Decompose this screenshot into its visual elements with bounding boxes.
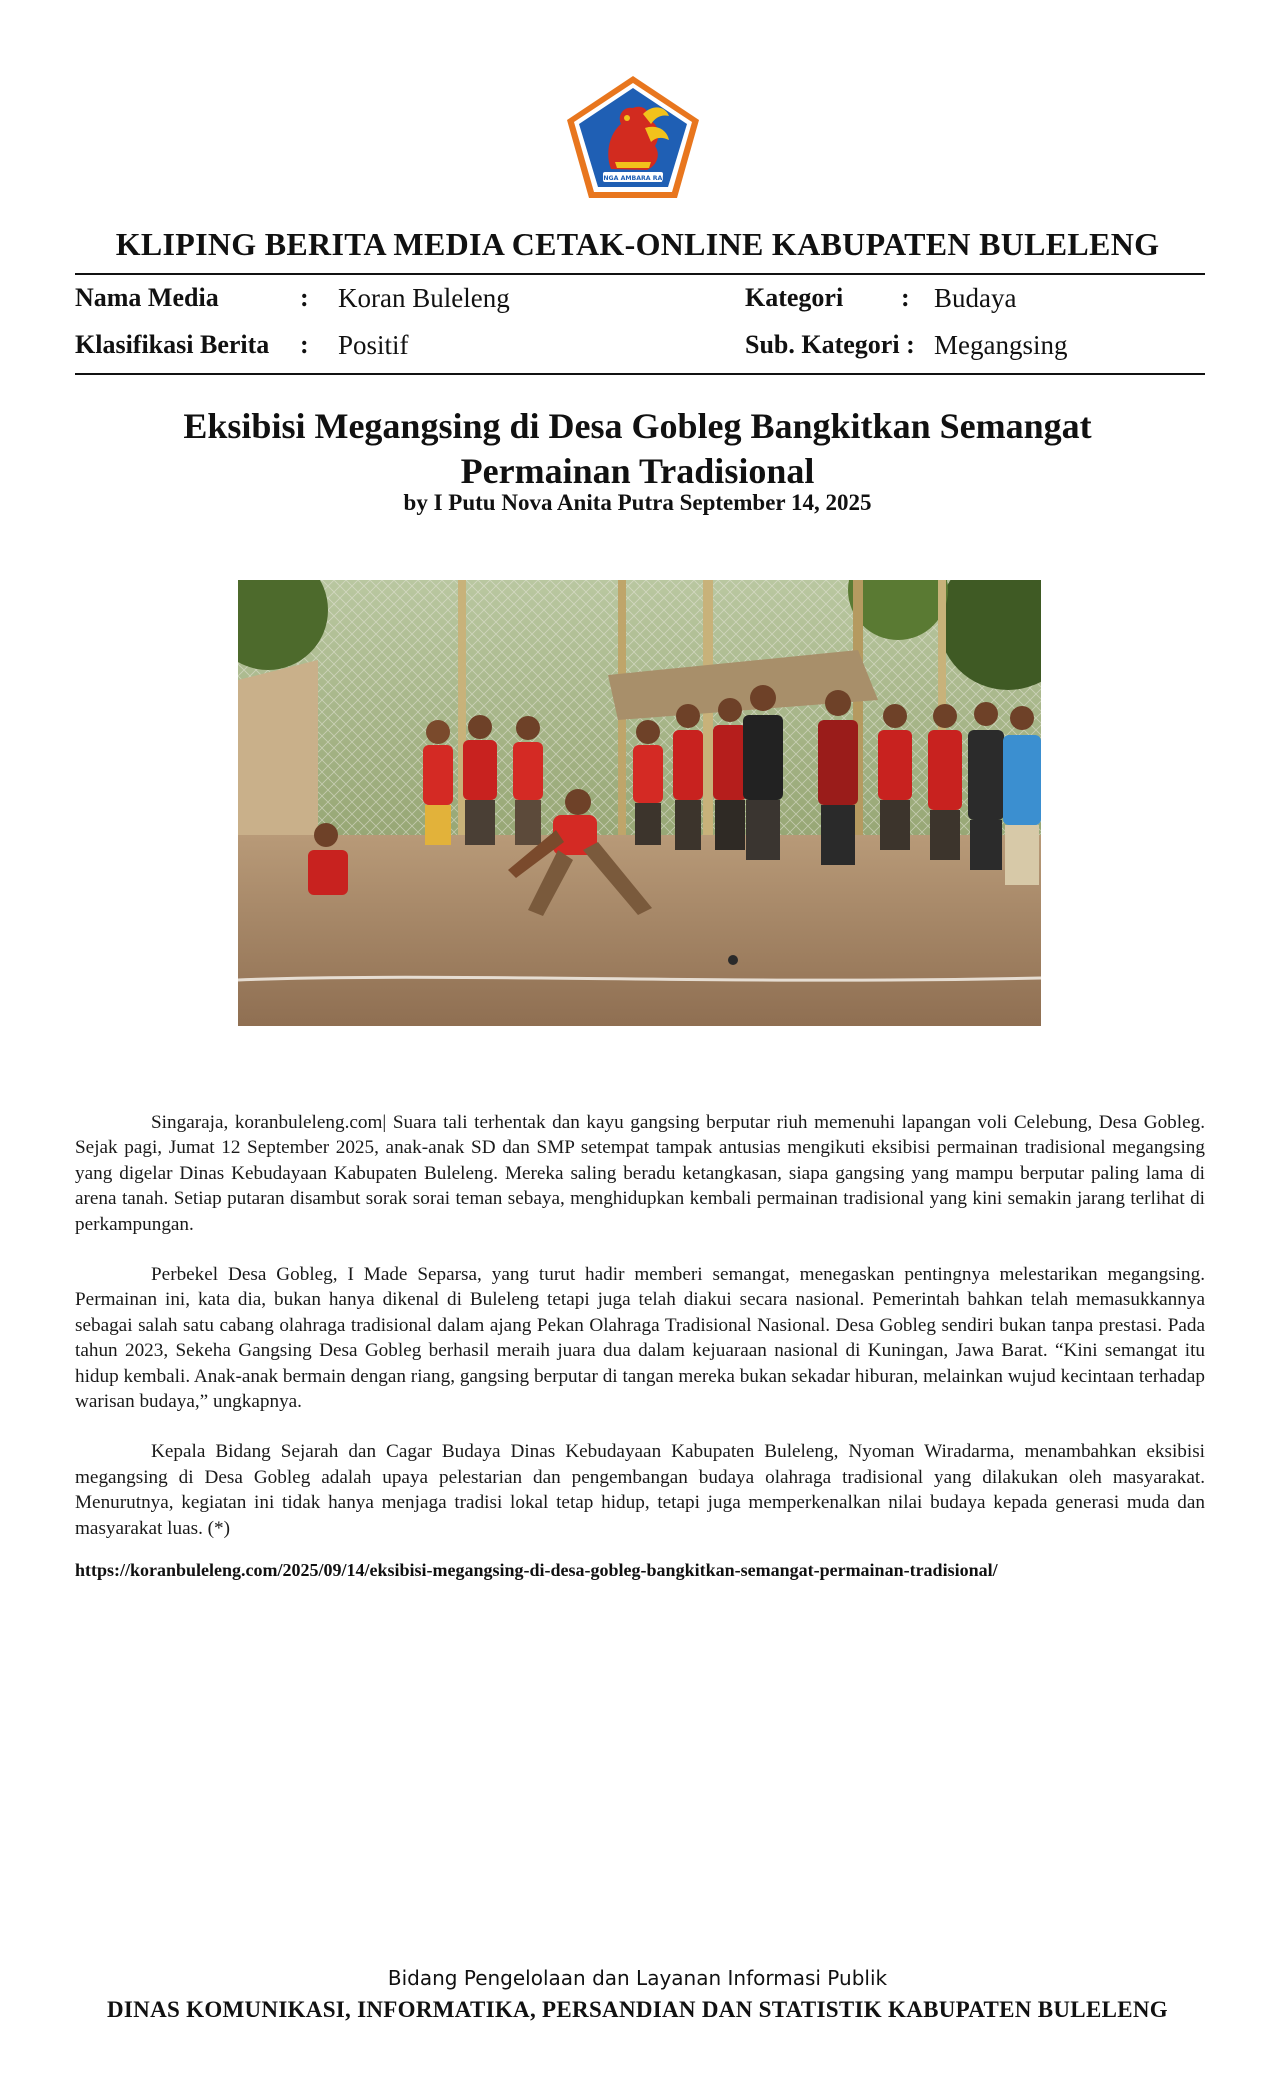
article-paragraph-3: Kepala Bidang Sejarah dan Cagar Budaya Dinas Kebudayaan Kabupaten Buleleng, Nyoman Wiradarma, menambahkan eksibisi megangsing di Desa Gobleg adalah upaya pelestarian dan pengembangan budaya olahraga tradisional yang dilakukan oleh masyarakat. Menurutnya, kegiatan ini tidak hanya menjaga tradisi lokal tetap hidup, tetapi juga memperkenalkan nilai budaya kepada generasi muda dan masyarakat luas. (*) bbox=[75, 1441, 1205, 1539]
singa-ambara-raja-emblem-icon bbox=[565, 74, 701, 200]
article-byline: by I Putu Nova Anita Putra September 14, 2025 bbox=[403, 490, 872, 515]
header-top-divider bbox=[75, 273, 1205, 275]
kategori-label: Kategori bbox=[745, 283, 844, 312]
megangsing-event-photo-icon bbox=[238, 580, 1041, 1026]
nama-media-value: Koran Buleleng bbox=[338, 283, 510, 313]
sub-kategori-label: Sub. Kategori : bbox=[745, 330, 915, 359]
nama-media-colon: : bbox=[300, 283, 309, 312]
footer-department: Bidang Pengelolaan dan Layanan Informasi Publik bbox=[387, 1966, 888, 1990]
article-photo bbox=[238, 580, 1041, 1026]
article-body bbox=[75, 1110, 1205, 1566]
article-paragraph-1: Singaraja, koranbuleleng.com| Suara tali terhentak dan kayu gangsing berputar riuh memenuhi lapangan voli Celebung, Desa Gobleg. Sejak pagi, Jumat 12 September 2025, anak-anak SD dan SMP setempat tampak antusias mengikuti eksibisi permainan tradisional megangsing yang digelar Dinas Kebudayaan Kabupaten Buleleng. Mereka saling beradu ketangkasan, siapa gangsing yang mampu berputar paling lama di arena tanah. Setiap putaran disambut sorak sorai teman sebaya, menghidupkan kembali permainan tradisional yang kini semakin jarang terlihat di perkampungan. bbox=[75, 1112, 1205, 1235]
kabupaten-buleleng-logo bbox=[565, 74, 701, 200]
klasifikasi-value: Positif bbox=[338, 330, 409, 360]
article-title-line-1: Eksibisi Megangsing di Desa Gobleg Bangkitkan Semangat bbox=[183, 406, 1092, 446]
article-title bbox=[120, 404, 1155, 494]
nama-media-label: Nama Media bbox=[75, 283, 219, 312]
footer-agency: DINAS KOMUNIKASI, INFORMATIKA, PERSANDIAN DAN STATISTIK KABUPATEN BULELENG bbox=[107, 1997, 1168, 2022]
klasifikasi-colon: : bbox=[300, 330, 309, 359]
sub-kategori-value: Megangsing bbox=[934, 330, 1068, 360]
header-bottom-divider bbox=[75, 373, 1205, 375]
document-header-title: KLIPING BERITA MEDIA CETAK-ONLINE KABUPATEN BULELENG bbox=[115, 226, 1160, 262]
article-paragraph-2: Perbekel Desa Gobleg, I Made Separsa, yang turut hadir memberi semangat, menegaskan pentingnya melestarikan megangsing. Permainan ini, kata dia, bukan hanya dikenal di Buleleng tetapi juga telah diakui secara nasional. Pemerintah bahkan telah memasukkannya sebagai salah satu cabang olahraga tradisional dalam ajang Pekan Olahraga Tradisional Nasional. Desa Gobleg sendiri bukan tanpa prestasi. Pada tahun 2023, Sekeha Gangsing Desa Gobleg berhasil meraih juara dua dalam kejuaraan nasional di Kuningan, Jawa Barat. “Kini semangat itu hidup kembali. Anak-anak bermain dengan riang, gangsing berputar di tangan mereka bukan sekadar hiburan, melainkan wujud kecintaan terhadap warisan budaya,” ungkapnya. bbox=[75, 1264, 1205, 1413]
logo-motto: SINGA AMBARA RAJA bbox=[596, 175, 670, 182]
klasifikasi-label: Klasifikasi Berita bbox=[75, 330, 270, 359]
kategori-value: Budaya bbox=[934, 283, 1017, 313]
article-source-url: https://koranbuleleng.com/2025/09/14/eksibisi-megangsing-di-desa-gobleg-bangkitkan-semangat-permainan-tradisional/ bbox=[75, 1560, 998, 1580]
kategori-colon: : bbox=[901, 283, 910, 312]
article-title-line-2: Permainan Tradisional bbox=[460, 451, 815, 491]
